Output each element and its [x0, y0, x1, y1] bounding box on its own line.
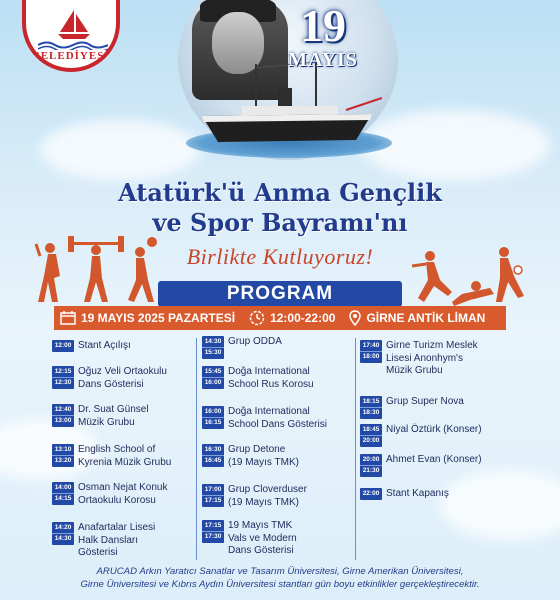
event-time-text: 12:00-22:00 — [270, 311, 336, 325]
schedule-item — [202, 484, 307, 509]
event-name-line: Anafartalar Lisesi — [78, 522, 156, 533]
time-badge — [202, 406, 224, 429]
event-name — [386, 454, 482, 467]
waves-icon — [38, 40, 108, 50]
event-info-bar — [54, 306, 506, 330]
event-name-line: Dans Gösterisi — [228, 545, 294, 556]
time-badge — [52, 340, 74, 352]
event-name — [228, 444, 299, 469]
schedule-item — [52, 522, 155, 560]
time-badge — [52, 366, 74, 389]
event-name-line: Stant Açılışı — [78, 340, 131, 351]
event-name-line: English School of — [78, 444, 156, 455]
event-name-line: (19 Mayıs TMK) — [228, 496, 299, 508]
schedule-item — [360, 424, 482, 447]
start-time: 14:30 — [204, 338, 222, 345]
time-badge — [360, 340, 382, 363]
event-place — [349, 310, 485, 326]
event-name — [386, 396, 464, 409]
time-badge — [360, 488, 382, 500]
end-time: 18:00 — [360, 351, 382, 362]
schedule-item — [360, 396, 464, 419]
end-time: 17:15 — [202, 495, 224, 506]
time-badge — [202, 484, 224, 507]
schedule-item — [360, 454, 482, 477]
time-badge — [202, 366, 224, 389]
start-time: 16:00 — [204, 408, 222, 415]
event-name-line: Ahmet Evan (Konser) — [386, 454, 482, 465]
start-time: 12:15 — [54, 368, 72, 375]
start-time: 17:00 — [204, 486, 222, 493]
event-name-line: Doğa International — [228, 366, 310, 377]
event-name — [78, 404, 149, 429]
event-name-line: Grup Cloverduser — [228, 484, 307, 495]
event-name — [78, 366, 167, 391]
schedule-item — [360, 340, 478, 378]
end-time: 18:30 — [360, 407, 382, 418]
event-name-line: Müzik Grubu — [78, 416, 135, 428]
start-time: 12:40 — [54, 406, 72, 413]
event-name-line: Dr. Suat Günsel — [78, 404, 149, 415]
end-time: 13:20 — [52, 455, 74, 466]
title-line-2: ve Spor Bayramı'nı — [152, 208, 408, 237]
event-name — [78, 482, 168, 507]
start-time: 18:45 — [362, 426, 380, 433]
schedule-item — [52, 404, 149, 429]
schedule-item — [52, 340, 131, 353]
end-time: 12:30 — [52, 377, 74, 388]
schedule-item — [202, 336, 282, 359]
start-time: 20:00 — [362, 456, 380, 463]
event-name — [386, 340, 478, 378]
event-name-line: School Dans Gösterisi — [228, 418, 327, 430]
end-time: 16:15 — [202, 417, 224, 428]
event-name-line: Grup Detone — [228, 444, 286, 455]
time-badge — [360, 424, 382, 447]
column-divider — [355, 338, 356, 560]
athletes-left-illustration — [34, 236, 164, 312]
end-time: 14:15 — [52, 493, 74, 504]
event-name — [78, 444, 171, 469]
location-pin-icon — [349, 310, 361, 326]
end-time: 16:45 — [202, 455, 224, 466]
start-time: 22:00 — [362, 490, 380, 497]
time-badge — [52, 522, 74, 545]
page-title — [0, 178, 560, 238]
event-name-line: Ortaokulu Korosu — [78, 494, 156, 506]
time-badge — [202, 336, 224, 359]
start-time: 18:15 — [362, 398, 380, 405]
schedule-item — [202, 520, 297, 558]
event-name-line: Vals ve Modern — [228, 532, 297, 544]
event-name — [228, 520, 297, 558]
schedule-item — [202, 406, 327, 431]
event-name — [228, 484, 307, 509]
schedule-item — [52, 482, 168, 507]
event-name — [228, 336, 282, 349]
event-name — [228, 406, 327, 431]
end-time: 15:30 — [202, 347, 224, 358]
start-time: 14:20 — [54, 524, 72, 531]
event-name — [78, 522, 155, 560]
footer-line-2: Girne Üniversitesi ve Kıbrıs Aydın Üniversitesi stantları gün boyu etkinlikler gerçekleştirecektir. — [80, 578, 480, 590]
start-time: 17:40 — [362, 342, 380, 349]
calendar-icon — [60, 311, 76, 325]
program-banner: PROGRAM — [158, 281, 402, 307]
time-badge — [360, 396, 382, 419]
event-name-line: Grup Super Nova — [386, 396, 464, 407]
end-time: 21:30 — [360, 465, 382, 476]
event-date — [60, 311, 235, 325]
event-name-line: Gösterisi — [78, 547, 118, 558]
logo-text: BELEDİYESİ — [32, 50, 110, 62]
schedule-item — [202, 366, 314, 391]
event-name-line: 19 Mayıs TMK — [228, 520, 293, 531]
event-name-line: Osman Nejat Konuk — [78, 482, 168, 493]
date-badge — [280, 2, 366, 76]
event-name-line: Grup ODDA — [228, 336, 282, 347]
date-month: MAYIS — [288, 49, 358, 71]
end-time: 13:00 — [52, 415, 74, 426]
start-time: 12:00 — [54, 342, 72, 349]
time-badge — [52, 444, 74, 467]
start-time: 15:45 — [204, 368, 222, 375]
cloud — [40, 120, 200, 180]
event-name-line: Niyal Öztürk (Konser) — [386, 424, 482, 435]
schedule-item — [52, 366, 167, 391]
event-name-line: Oğuz Veli Ortaokulu — [78, 366, 167, 377]
event-name — [78, 340, 131, 353]
event-name-line: Müzik Grubu — [386, 365, 443, 376]
time-badge — [202, 520, 224, 543]
end-time: 14:30 — [52, 533, 74, 544]
schedule-item — [360, 488, 449, 501]
date-day: 19 — [300, 0, 346, 51]
time-badge — [202, 444, 224, 467]
event-name-line: Kyrenia Müzik Grubu — [78, 456, 172, 468]
event-name-line: Halk Dansları — [78, 534, 139, 546]
time-badge — [52, 482, 74, 505]
sailboat-icon — [54, 8, 94, 40]
event-name-line: Lisesi Anonhym's — [386, 352, 463, 364]
event-name-line: School Rus Korosu — [228, 378, 314, 390]
column-divider — [196, 338, 197, 560]
schedule-item — [202, 444, 299, 469]
footer-line-1: ARUCAD Arkın Yaratıcı Sanatlar ve Tasarım Üniversitesi, Girne Amerikan Üniversitesi, — [96, 566, 464, 577]
subtitle: Birlikte Kutluyoruz! — [186, 244, 374, 269]
municipality-logo — [22, 0, 120, 72]
time-badge — [360, 454, 382, 477]
cloud — [440, 470, 560, 540]
athletes-right-illustration — [406, 236, 532, 312]
event-name — [386, 424, 482, 437]
clock-icon — [249, 310, 265, 326]
time-badge — [52, 404, 74, 427]
event-name — [386, 488, 449, 501]
event-place-text: GİRNE ANTİK LİMAN — [366, 311, 486, 325]
event-name-line: Doğa International — [228, 406, 310, 417]
event-time — [249, 310, 335, 326]
event-name-line: (19 Mayıs TMK) — [228, 456, 299, 468]
event-name-line: Stant Kapanış — [386, 488, 449, 499]
title-line-1: Atatürk'ü Anma Gençlik — [118, 178, 442, 207]
start-time: 13:10 — [54, 446, 72, 453]
start-time: 14:00 — [54, 484, 72, 491]
end-time: 20:00 — [360, 435, 382, 446]
schedule-item — [52, 444, 171, 469]
end-time: 17:30 — [202, 531, 224, 542]
start-time: 16:30 — [204, 446, 222, 453]
event-name-line: Dans Gösterisi — [78, 378, 144, 390]
end-time: 16:00 — [202, 377, 224, 388]
event-name-line: Girne Turizm Meslek — [386, 340, 478, 351]
event-name — [228, 366, 314, 391]
start-time: 17:15 — [204, 522, 222, 529]
footer-note — [0, 566, 560, 591]
event-date-text: 19 MAYIS 2025 PAZARTESİ — [81, 311, 236, 325]
